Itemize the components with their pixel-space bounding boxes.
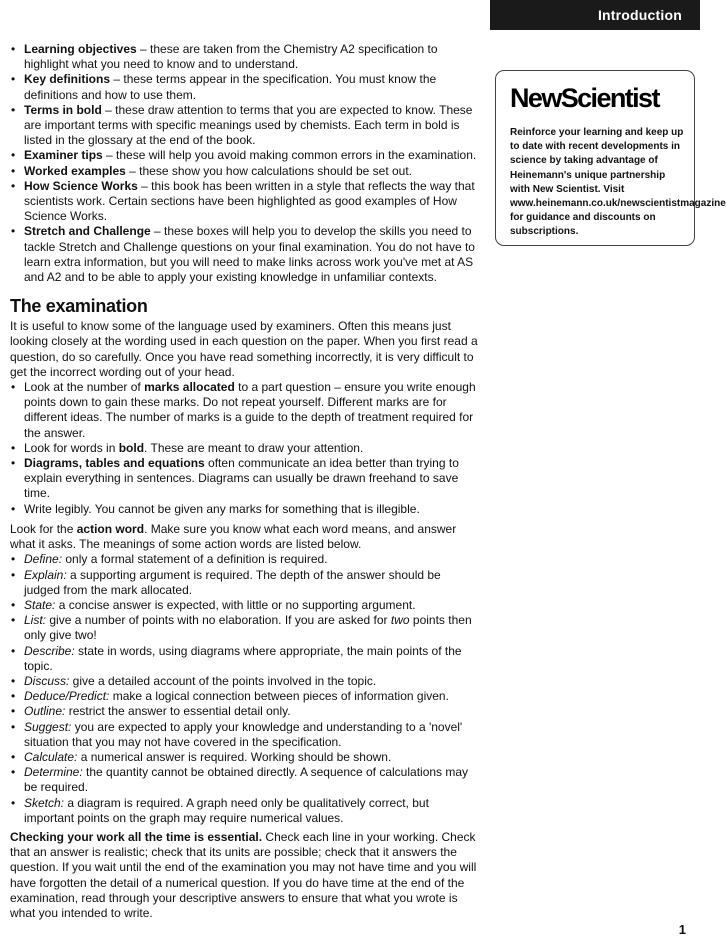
list-item <box>10 224 480 285</box>
action-text: make a logical connection between pieces of information given. <box>109 689 449 704</box>
list-item <box>10 103 480 149</box>
list-item <box>10 568 480 598</box>
exam-intro: It is useful to know some of the language used by examiners. Often this means just looking closely at the wording used in each question on the paper. When you first read a question, do so carefully. Once you have read something incorrectly, it is very difficult to get the incorrect wording out of your head. <box>10 319 478 379</box>
section-tab <box>490 0 700 30</box>
intro-bold: action word <box>76 521 145 536</box>
section-heading: The examination <box>10 296 148 317</box>
action-text: give a number of points with no elaboration. If you are asked for <box>46 613 391 628</box>
list-item <box>10 598 480 613</box>
features-list <box>10 42 480 285</box>
feature-term: Worked examples <box>24 163 126 178</box>
list-item <box>10 720 480 750</box>
feature-term: Terms in bold <box>24 102 102 117</box>
list-item <box>10 689 480 704</box>
action-word: List: <box>24 613 47 628</box>
action-text: a diagram is required. A graph need only be qualitatively correct, but important points on the graph may require numerical values. <box>24 795 429 825</box>
action-word: Explain: <box>24 567 67 582</box>
exam-tips-list <box>10 380 480 517</box>
list-item <box>10 148 480 163</box>
action-text: a concise answer is expected, with little or no supporting argument. <box>55 597 416 612</box>
intro-text: . Make sure you know what each word means, and answer what it asks. The meanings of some action words are listed below. <box>10 521 457 552</box>
feature-term: Learning objectives <box>24 42 137 56</box>
main-content <box>10 42 480 921</box>
feature-term: Key definitions <box>24 72 111 87</box>
feature-term: How Science Works <box>24 178 138 193</box>
action-word: Calculate: <box>24 749 78 764</box>
intro-text: Look for the <box>10 521 77 536</box>
checking-paragraph <box>10 830 480 921</box>
feature-term: Stretch and Challenge <box>24 224 151 239</box>
action-text: restrict the answer to essential detail only. <box>65 704 291 719</box>
list-item <box>10 704 480 719</box>
action-word: Determine: <box>24 765 83 780</box>
action-word: Discuss: <box>24 673 70 688</box>
action-text: points then only give two! <box>24 613 472 643</box>
list-item <box>10 644 480 674</box>
action-word: Describe: <box>24 643 75 658</box>
action-text: state in words, using diagrams where appropriate, the main points of the topic. <box>24 643 462 673</box>
action-text: you are expected to apply your knowledge and understanding to a 'novel' situation that you may not have covered in the specification. <box>24 719 463 749</box>
list-item <box>10 502 480 517</box>
tip-text: often communicate an idea better than trying to explain everything in sentences. Diagrams can usually be drawn freehand to save time. <box>24 456 459 501</box>
list-item <box>10 441 480 456</box>
action-emphasis: two <box>390 613 410 628</box>
section-tab-label: Introduction <box>597 7 682 23</box>
feature-text: – these boxes will help you to develop the skills you need to tackle Stretch and Challenge questions on your final examination. You do not have to learn extra information, but you will need to make links across work you've met at AS and A2 and to be able to apply your existing knowledge in unfamiliar contexts. <box>24 224 475 285</box>
tip-text: . These are meant to draw your attention. <box>144 440 364 455</box>
feature-text: – these show you how calculations should be set out. <box>125 163 413 178</box>
list-item <box>10 750 480 765</box>
feature-text: – these terms appear in the specification. You must know the definitions and how to use them. <box>24 72 437 102</box>
tip-bold: bold <box>118 440 145 455</box>
list-item <box>10 552 480 567</box>
feature-term: Examiner tips <box>24 148 103 163</box>
tip-text: Look for words in <box>24 440 119 455</box>
list-item <box>10 674 480 689</box>
list-item <box>10 380 480 441</box>
new-scientist-text: Reinforce your learning and keep up to date with recent developments in science by taking advantage of Heinemann's unique partnership with New Scientist. Visit www.heinemann.co.uk/newscientistmagazine for guidance and discounts on subscriptions. <box>510 127 726 238</box>
action-words-list <box>10 552 480 826</box>
feature-text: – this book has been written in a style that reflects the way that scientists work. Certain sections have been highlighted as good examples of How Science Works. <box>24 178 475 224</box>
action-text: a numerical answer is required. Working should be shown. <box>77 749 392 764</box>
action-word: Define: <box>24 552 63 567</box>
checking-text: Check each line in your working. Check that an answer is realistic; check that its units are possible; check that it answers the question. If you wait until the end of the examination you may not have time and you will have forgotten the detail of a numerical question. If you do have time at the end of the examination, read through your descriptive answers to ensure that what you wrote is what you intended to write. <box>10 829 477 920</box>
action-text: a supporting argument is required. The depth of the answer should be judged from the mark allocated. <box>24 567 441 597</box>
feature-text: – these draw attention to terms that you are expected to know. These are important terms with specific meanings used by chemists. Each term in bold is listed in the glossary at the end of the book. <box>24 102 473 148</box>
list-item <box>10 42 480 72</box>
action-word: Sketch: <box>24 795 65 810</box>
feature-text: – these will help you avoid making common errors in the examination. <box>102 148 477 163</box>
feature-text: – these are taken from the Chemistry A2 specification to highlight what you need to know and to understand. <box>24 42 438 72</box>
list-item <box>10 164 480 179</box>
action-word: Outline: <box>24 704 66 719</box>
action-word: Suggest: <box>24 719 72 734</box>
new-scientist-logo: NewScientist <box>510 83 659 113</box>
list-item <box>10 72 480 102</box>
tip-bold: Diagrams, tables and equations <box>24 456 205 471</box>
tip-text: Look at the number of <box>24 380 145 395</box>
action-text: the quantity cannot be obtained directly. A sequence of calculations may be required. <box>24 765 469 795</box>
tip-text: Write legibly. You cannot be given any marks for something that is illegible. <box>24 501 420 516</box>
action-word: Deduce/Predict: <box>24 689 110 704</box>
page-number: 1 <box>678 922 686 937</box>
list-item <box>10 613 480 643</box>
list-item <box>10 179 480 225</box>
list-item <box>10 765 480 795</box>
action-word-intro <box>10 522 480 552</box>
list-item <box>10 796 480 826</box>
list-item <box>10 456 480 502</box>
action-text: only a formal statement of a definition is required. <box>62 552 328 567</box>
action-text: give a detailed account of the points involved in the topic. <box>69 673 377 688</box>
checking-bold: Checking your work all the time is essential. <box>10 829 263 844</box>
tip-text: to a part question – ensure you write enough points down to gain these marks. Do not repeat yourself. Different marks are for different ideas. The number of marks is a guide to the depth of treatment required for the answer. <box>24 380 476 440</box>
tip-bold: marks allocated <box>144 380 235 395</box>
action-word: State: <box>24 597 56 612</box>
new-scientist-box <box>495 70 726 246</box>
